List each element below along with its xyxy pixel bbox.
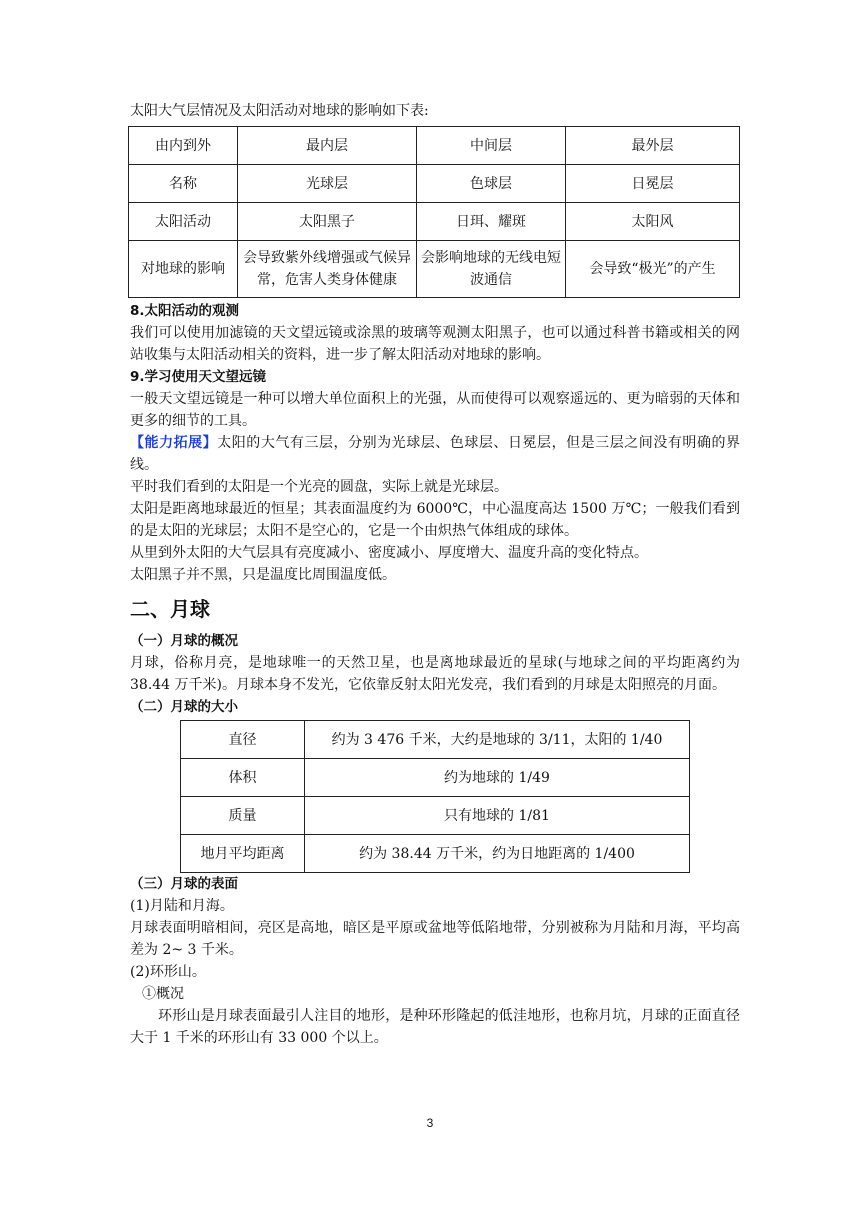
- table-row: [129, 165, 740, 203]
- table-cell: 体积: [181, 759, 305, 797]
- table-cell: 太阳黑子: [238, 203, 417, 241]
- table-cell: 地月平均距离: [181, 835, 305, 873]
- extension-text: 太阳的大气有三层，分别为光球层、色球层、日冕层，但是三层之间没有明确的界线。: [130, 435, 741, 473]
- extension-paragraph-5: 太阳黑子并不黑，只是温度比周围温度低。: [130, 567, 396, 583]
- table-row: [181, 721, 690, 759]
- table-cell: 质量: [181, 797, 305, 835]
- table-cell: 约为 38.44 万千米，约为日地距离的 1/400: [305, 835, 690, 873]
- table-cell: 约为地球的 1/49: [305, 759, 690, 797]
- table-row: [129, 241, 740, 298]
- table-cell: 太阳活动: [129, 203, 238, 241]
- moon-heading: 二、月球: [130, 597, 210, 621]
- page-number: 3: [426, 1116, 434, 1130]
- extension-paragraph: [130, 432, 740, 476]
- table-cell: 会导致紫外线增强或气候异常，危害人类身体健康: [238, 241, 417, 298]
- moon-surface-p4: ①概况: [142, 986, 184, 1002]
- section-8-title: 8.太阳活动的观测: [130, 303, 240, 319]
- table-cell: 名称: [129, 165, 238, 203]
- table-cell: 太阳风: [566, 203, 740, 241]
- moon-surface-title: （三）月球的表面: [130, 876, 238, 892]
- table-cell: 只有地球的 1/81: [305, 797, 690, 835]
- table-row: [181, 835, 690, 873]
- table-cell: 日冕层: [566, 165, 740, 203]
- table-cell: 光球层: [238, 165, 417, 203]
- extension-label: 【能力拓展】: [130, 435, 218, 451]
- table-cell: 色球层: [417, 165, 566, 203]
- table-cell: 日珥、耀斑: [417, 203, 566, 241]
- section-8-text: 我们可以使用加滤镜的天文望远镜或涂黑的玻璃等观测太阳黑子，也可以通过科普书籍或相关的网站收集与太阳活动相关的资料，进一步了解太阳活动对地球的影响。: [130, 325, 740, 363]
- table-cell: 最外层: [566, 127, 740, 165]
- moon-surface-p5: 环形山是月球表面最引人注目的地形，是种环形隆起的低洼地形，也称月坑，月球的正面直径大于 1 千米的环形山有 33 000 个以上。: [130, 1008, 740, 1046]
- section-9-title: 9.学习使用天文望远镜: [130, 369, 267, 385]
- sun-atmosphere-table: [128, 126, 740, 298]
- moon-size-table: [180, 720, 690, 873]
- document-page: [130, 100, 740, 1049]
- extension-paragraph-4: 从里到外太阳的大气层具有亮度减小、密度减小、厚度增大、温度升高的变化特点。: [130, 545, 648, 561]
- moon-surface-p2: 月球表面明暗相间，亮区是高地，暗区是平原或盆地等低陷地带，分别被称为月陆和月海，平均高差为 2~ 3 千米。: [130, 920, 740, 958]
- moon-surface-p1: (1)月陆和月海。: [130, 898, 234, 914]
- moon-surface-p3: (2)环形山。: [130, 964, 206, 980]
- table-row: [129, 127, 740, 165]
- table-cell: 最内层: [238, 127, 417, 165]
- table-row: [181, 759, 690, 797]
- table-cell: 对地球的影响: [129, 241, 238, 298]
- moon-size-title: （二）月球的大小: [130, 699, 238, 715]
- moon-overview-text: 月球，俗称月亮，是地球唯一的天然卫星，也是离地球最近的星球(与地球之间的平均距离约为 38.44 万千米)。月球本身不发光，它依靠反射太阳光发亮，我们看到的月球是太阳照亮的月面。: [130, 655, 740, 693]
- extension-paragraph-3: 太阳是距离地球最近的恒星；其表面温度约为 6000℃，中心温度高达 1500 万℃；一般我们看到的是太阳的光球层；太阳不是空心的，它是一个由炽热气体组成的球体。: [130, 501, 740, 539]
- table-cell: 中间层: [417, 127, 566, 165]
- table-cell: 由内到外: [129, 127, 238, 165]
- table-cell: 会影响地球的无线电短波通信: [417, 241, 566, 298]
- table-cell: 约为 3 476 千米，大约是地球的 3/11，太阳的 1/40: [305, 721, 690, 759]
- moon-overview-title: （一）月球的概况: [130, 633, 238, 649]
- extension-paragraph-2: 平时我们看到的太阳是一个光亮的圆盘，实际上就是光球层。: [130, 479, 508, 495]
- table-row: [181, 797, 690, 835]
- table-cell: 直径: [181, 721, 305, 759]
- table-row: [129, 203, 740, 241]
- table-cell: 会导致“极光”的产生: [566, 241, 740, 298]
- intro-text: 太阳大气层情况及太阳活动对地球的影响如下表:: [130, 103, 429, 119]
- section-9-text: 一般天文望远镜是一种可以增大单位面积上的光强，从而使得可以观察遥远的、更为暗弱的天体和更多的细节的工具。: [130, 391, 740, 429]
